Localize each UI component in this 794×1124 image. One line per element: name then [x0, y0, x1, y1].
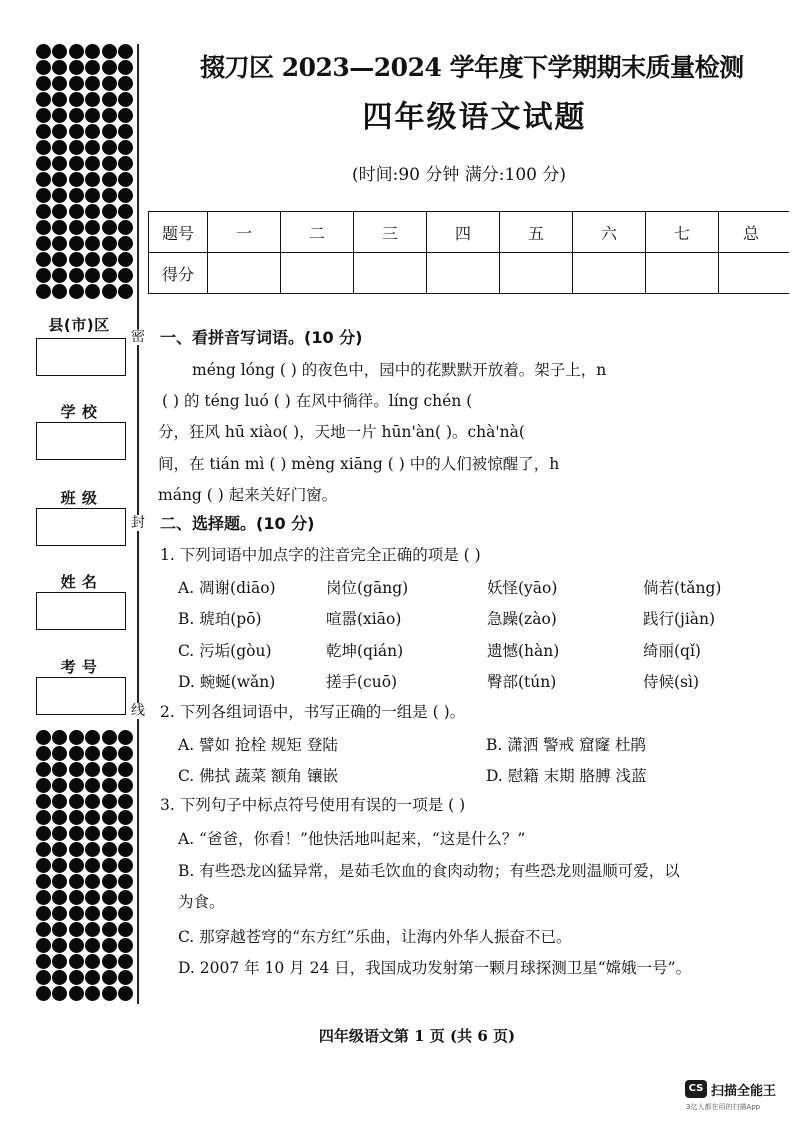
- binding-dot: [36, 858, 51, 873]
- binding-dot: [118, 156, 133, 171]
- county-field[interactable]: [36, 338, 126, 376]
- binding-dot: [102, 188, 117, 203]
- binding-dot: [85, 810, 100, 825]
- binding-dot: [36, 874, 51, 889]
- binding-dot: [69, 220, 84, 235]
- binding-dot: [85, 60, 100, 75]
- binding-dot: [118, 252, 133, 267]
- exam-number-label: 考 号: [60, 658, 98, 676]
- q2-option-b: B. 潇洒 警戒 窟窿 杜鹃: [486, 736, 647, 754]
- q3-stem: 3. 下列句子中标点符号使用有误的一项是 ( ): [160, 796, 466, 814]
- binding-dot: [52, 810, 67, 825]
- binding-dot: [118, 220, 133, 235]
- binding-dot: [69, 140, 84, 155]
- binding-dot: [69, 268, 84, 283]
- camscanner-logo-icon: CS: [685, 1080, 707, 1098]
- binding-dot: [36, 970, 51, 985]
- q1-option-b-3: 急躁(zào): [487, 610, 557, 628]
- binding-dot: [118, 76, 133, 91]
- binding-dot: [85, 140, 100, 155]
- binding-dot: [52, 778, 67, 793]
- score-cell[interactable]: [354, 253, 427, 294]
- watermark-tagline: 3亿人都在用的扫描App: [686, 1103, 761, 1111]
- seal-char-xian: 线: [131, 703, 145, 719]
- binding-dot: [52, 938, 67, 953]
- binding-dot: [102, 44, 117, 59]
- binding-dot: [36, 188, 51, 203]
- col-header-total: 总: [719, 212, 790, 253]
- binding-dot: [85, 204, 100, 219]
- col-header-3: 三: [354, 212, 427, 253]
- binding-dot: [36, 220, 51, 235]
- binding-dot: [36, 922, 51, 937]
- binding-dot: [85, 762, 100, 777]
- binding-dot: [52, 172, 67, 187]
- binding-dot: [118, 236, 133, 251]
- binding-dot: [36, 730, 51, 745]
- binding-dot: [69, 778, 84, 793]
- binding-dot: [69, 284, 84, 299]
- binding-dot: [102, 236, 117, 251]
- binding-dot: [118, 762, 133, 777]
- binding-dot: [69, 746, 84, 761]
- binding-dot: [52, 252, 67, 267]
- pinyin-line-5: máng ( ) 起来关好门窗。: [158, 486, 338, 504]
- row-label-score: 得分: [149, 253, 208, 294]
- binding-dot: [85, 858, 100, 873]
- row-label-number: 题号: [149, 212, 208, 253]
- binding-dot: [118, 794, 133, 809]
- binding-dot: [85, 906, 100, 921]
- binding-dot: [118, 44, 133, 59]
- binding-dot: [85, 826, 100, 841]
- score-cell[interactable]: [573, 253, 646, 294]
- score-table: [148, 211, 789, 294]
- binding-dot: [52, 76, 67, 91]
- section1-heading: 一、看拼音写词语。(10 分): [160, 328, 363, 347]
- q1-stem: 1. 下列词语中加点字的注音完全正确的项是 ( ): [160, 546, 481, 564]
- binding-dot: [102, 842, 117, 857]
- col-header-7: 七: [646, 212, 719, 253]
- binding-dot: [85, 76, 100, 91]
- binding-dot: [118, 858, 133, 873]
- binding-dot: [85, 44, 100, 59]
- q3-option-c: C. 那穿越苍穹的“东方红”乐曲，让海内外华人振奋不已。: [178, 928, 572, 946]
- school-field[interactable]: [36, 422, 126, 460]
- binding-dot: [52, 794, 67, 809]
- binding-dot: [69, 858, 84, 873]
- binding-dot: [69, 794, 84, 809]
- binding-dot: [85, 954, 100, 969]
- q1-option-d-3: 臀部(tún): [487, 673, 557, 691]
- binding-dot: [69, 826, 84, 841]
- q2-option-c: C. 佛拭 蔬菜 额角 镶嵌: [178, 767, 338, 785]
- binding-dot: [36, 44, 51, 59]
- binding-dot: [69, 188, 84, 203]
- binding-dot: [85, 268, 100, 283]
- binding-dot: [102, 810, 117, 825]
- watermark-name: 扫描全能王: [711, 1084, 777, 1099]
- score-cell-total[interactable]: [719, 253, 790, 294]
- q1-option-b-2: 喧嚣(xiāo): [326, 610, 402, 628]
- score-cell[interactable]: [427, 253, 500, 294]
- class-label: 班 级: [60, 489, 98, 507]
- binding-dot: [118, 970, 133, 985]
- binding-dot: [85, 156, 100, 171]
- county-label: 县(市)区: [48, 316, 110, 334]
- binding-dot: [102, 906, 117, 921]
- binding-dot: [52, 986, 67, 1001]
- seal-char-feng: 封: [131, 515, 145, 531]
- binding-dot: [102, 938, 117, 953]
- binding-dot: [36, 906, 51, 921]
- binding-dot: [118, 730, 133, 745]
- pinyin-line-1: méng lóng ( ) 的夜色中，园中的花默默开放着。架子上，n: [192, 361, 607, 379]
- col-header-6: 六: [573, 212, 646, 253]
- binding-dot: [85, 188, 100, 203]
- binding-dot: [69, 156, 84, 171]
- binding-dot: [69, 172, 84, 187]
- binding-dot: [69, 252, 84, 267]
- binding-dot: [118, 922, 133, 937]
- binding-dot: [52, 842, 67, 857]
- binding-dot: [118, 284, 133, 299]
- binding-dot: [69, 236, 84, 251]
- binding-dot: [85, 778, 100, 793]
- binding-dot: [52, 156, 67, 171]
- binding-dot: [52, 268, 67, 283]
- binding-dot: [118, 954, 133, 969]
- binding-dot: [36, 236, 51, 251]
- binding-dot: [36, 890, 51, 905]
- binding-dot: [52, 858, 67, 873]
- binding-dot: [102, 172, 117, 187]
- binding-dot: [69, 60, 84, 75]
- q1-option-c-1: C. 污垢(gòu): [178, 642, 272, 660]
- binding-dot: [36, 156, 51, 171]
- binding-dot: [36, 140, 51, 155]
- binding-dot: [52, 970, 67, 985]
- binding-dot: [85, 842, 100, 857]
- binding-dot: [102, 954, 117, 969]
- binding-dot: [36, 60, 51, 75]
- binding-dot: [102, 986, 117, 1001]
- binding-dot: [85, 922, 100, 937]
- binding-dot: [102, 922, 117, 937]
- seal-char-mi: 密: [131, 329, 145, 345]
- q1-option-d-1: D. 蜿蜒(wǎn): [178, 673, 276, 691]
- binding-dot: [69, 890, 84, 905]
- binding-dot: [36, 268, 51, 283]
- binding-dot: [102, 140, 117, 155]
- binding-dot: [69, 762, 84, 777]
- binding-dot: [69, 76, 84, 91]
- binding-dot: [36, 76, 51, 91]
- binding-dot: [102, 220, 117, 235]
- q1-option-b-4: 践行(jiàn): [643, 610, 716, 628]
- q1-option-b-1: B. 琥珀(pō): [178, 610, 262, 628]
- binding-dot: [69, 730, 84, 745]
- binding-dot: [102, 826, 117, 841]
- q1-option-d-2: 搓手(cuō): [326, 673, 398, 691]
- score-row: [149, 253, 790, 294]
- q3-option-b-cont: 为食。: [178, 893, 225, 911]
- q3-option-b: B. 有些恐龙凶猛异常，是茹毛饮血的食肉动物；有些恐龙则温顺可爱，以: [178, 862, 680, 880]
- binding-dot: [102, 794, 117, 809]
- binding-dot: [85, 986, 100, 1001]
- q1-option-c-2: 乾坤(qián): [326, 642, 404, 660]
- q1-option-a-3: 妖怪(yāo): [487, 579, 558, 597]
- binding-dot: [118, 140, 133, 155]
- binding-dot: [85, 252, 100, 267]
- score-cell[interactable]: [500, 253, 573, 294]
- binding-dot: [118, 746, 133, 761]
- binding-dot: [52, 284, 67, 299]
- pinyin-line-3: 分，狂风 hū xiào( )，天地一片 hūn'àn( )。chà'nà(: [158, 423, 525, 441]
- binding-dot: [118, 986, 133, 1001]
- binding-dot: [52, 746, 67, 761]
- binding-dot: [118, 810, 133, 825]
- binding-dot: [52, 60, 67, 75]
- score-cell[interactable]: [646, 253, 719, 294]
- binding-dot: [69, 44, 84, 59]
- binding-dot: [118, 874, 133, 889]
- section2-heading: 二、选择题。(10 分): [160, 514, 315, 533]
- binding-dot: [36, 794, 51, 809]
- binding-dot: [69, 906, 84, 921]
- binding-dot: [52, 204, 67, 219]
- binding-dot: [69, 922, 84, 937]
- col-header-5: 五: [500, 212, 573, 253]
- binding-dot: [52, 140, 67, 155]
- binding-dot: [69, 954, 84, 969]
- col-header-2: 二: [281, 212, 354, 253]
- binding-dot: [69, 842, 84, 857]
- binding-dot: [85, 172, 100, 187]
- q1-option-c-3: 遗憾(hàn): [487, 642, 560, 660]
- binding-dot: [36, 172, 51, 187]
- q3-option-a: A. “爸爸，你看！”他快活地叫起来，“这是什么？”: [178, 830, 526, 848]
- binding-dot: [102, 874, 117, 889]
- binding-dot: [36, 954, 51, 969]
- binding-dot: [69, 204, 84, 219]
- binding-dot: [52, 220, 67, 235]
- pinyin-line-2: ( ) 的 téng luó ( ) 在风中徜徉。líng chén (: [162, 392, 473, 410]
- col-header-1: 一: [208, 212, 281, 253]
- binding-dot: [118, 60, 133, 75]
- binding-dot: [85, 874, 100, 889]
- pinyin-line-4: 间，在 tián mì ( ) mèng xiāng ( ) 中的人们被惊醒了，h: [158, 455, 560, 473]
- q2-option-d: D. 慰籍 末期 胳膊 浅蓝: [486, 767, 647, 785]
- binding-dot: [118, 890, 133, 905]
- page-footer: 四年级语文第 1 页 (共 6 页): [318, 1027, 516, 1045]
- binding-dot: [85, 236, 100, 251]
- binding-dot: [36, 746, 51, 761]
- binding-dot: [102, 970, 117, 985]
- binding-dot: [118, 826, 133, 841]
- binding-dots-top: [36, 44, 128, 299]
- q1-option-c-4: 绮丽(qǐ): [643, 642, 701, 660]
- binding-dot: [52, 922, 67, 937]
- q3-option-d: D. 2007 年 10 月 24 日，我国成功发射第一颗月球探测卫星“嫦娥一号”。: [178, 959, 692, 977]
- q1-option-a-4: 倘若(tǎng): [643, 579, 722, 597]
- binding-dot: [36, 778, 51, 793]
- binding-dot: [52, 188, 67, 203]
- q1-option-a-1: A. 凋谢(diāo): [178, 579, 276, 597]
- binding-dot: [102, 730, 117, 745]
- binding-dot: [118, 188, 133, 203]
- binding-dot: [85, 970, 100, 985]
- school-label: 学 校: [60, 403, 98, 421]
- q1-option-a-2: 岗位(gāng): [326, 579, 409, 597]
- binding-dot: [52, 730, 67, 745]
- binding-dot: [36, 842, 51, 857]
- binding-dot: [52, 906, 67, 921]
- binding-dot: [69, 874, 84, 889]
- q2-option-a: A. 譬如 抢栓 规矩 登陆: [178, 736, 338, 754]
- binding-dot: [85, 938, 100, 953]
- binding-dot: [102, 76, 117, 91]
- binding-dot: [52, 874, 67, 889]
- score-cell[interactable]: [281, 253, 354, 294]
- binding-dot: [118, 906, 133, 921]
- exam-number-field[interactable]: [36, 677, 126, 715]
- binding-dots-bottom: [36, 730, 128, 1001]
- binding-dot: [102, 156, 117, 171]
- binding-dot: [52, 762, 67, 777]
- binding-dot: [69, 986, 84, 1001]
- binding-dot: [36, 938, 51, 953]
- binding-dot: [102, 284, 117, 299]
- binding-dot: [102, 252, 117, 267]
- exam-title: 掇刀区 2023—2024 学年度下学期期末质量检测: [200, 53, 744, 82]
- binding-dot: [102, 778, 117, 793]
- binding-dot: [118, 778, 133, 793]
- binding-dot: [102, 890, 117, 905]
- binding-dot: [69, 938, 84, 953]
- binding-dot: [102, 268, 117, 283]
- col-header-4: 四: [427, 212, 500, 253]
- binding-dot: [118, 204, 133, 219]
- binding-dot: [69, 810, 84, 825]
- binding-dot: [118, 938, 133, 953]
- binding-dot: [118, 842, 133, 857]
- binding-dot: [102, 60, 117, 75]
- score-cell[interactable]: [208, 253, 281, 294]
- binding-dot: [118, 268, 133, 283]
- binding-dot: [102, 858, 117, 873]
- binding-dot: [52, 826, 67, 841]
- binding-dot: [52, 44, 67, 59]
- binding-dot: [102, 762, 117, 777]
- binding-dot: [69, 970, 84, 985]
- subject-title: 四年级语文试题: [362, 100, 587, 135]
- binding-dot: [102, 204, 117, 219]
- binding-dot: [36, 252, 51, 267]
- binding-dot: [36, 826, 51, 841]
- q2-stem: 2. 下列各组词语中，书写正确的一组是 ( )。: [160, 703, 466, 721]
- class-field[interactable]: [36, 508, 126, 546]
- name-field[interactable]: [36, 592, 126, 630]
- question-number-row: [149, 212, 790, 253]
- name-label: 姓 名: [60, 573, 98, 591]
- binding-dot: [36, 204, 51, 219]
- binding-dot: [85, 794, 100, 809]
- binding-dot: [85, 746, 100, 761]
- binding-dot: [52, 890, 67, 905]
- exam-info: (时间:90 分钟 满分:100 分): [352, 165, 567, 185]
- binding-dot: [85, 284, 100, 299]
- binding-dot: [36, 810, 51, 825]
- binding-dot: [36, 284, 51, 299]
- binding-dot: [36, 986, 51, 1001]
- binding-dot: [85, 730, 100, 745]
- binding-dot: [36, 762, 51, 777]
- binding-dot: [118, 172, 133, 187]
- binding-dot: [52, 236, 67, 251]
- q1-option-d-4: 侍候(sì): [643, 673, 700, 691]
- binding-dot: [52, 954, 67, 969]
- binding-dot: [102, 746, 117, 761]
- binding-dot: [85, 220, 100, 235]
- binding-dot: [85, 890, 100, 905]
